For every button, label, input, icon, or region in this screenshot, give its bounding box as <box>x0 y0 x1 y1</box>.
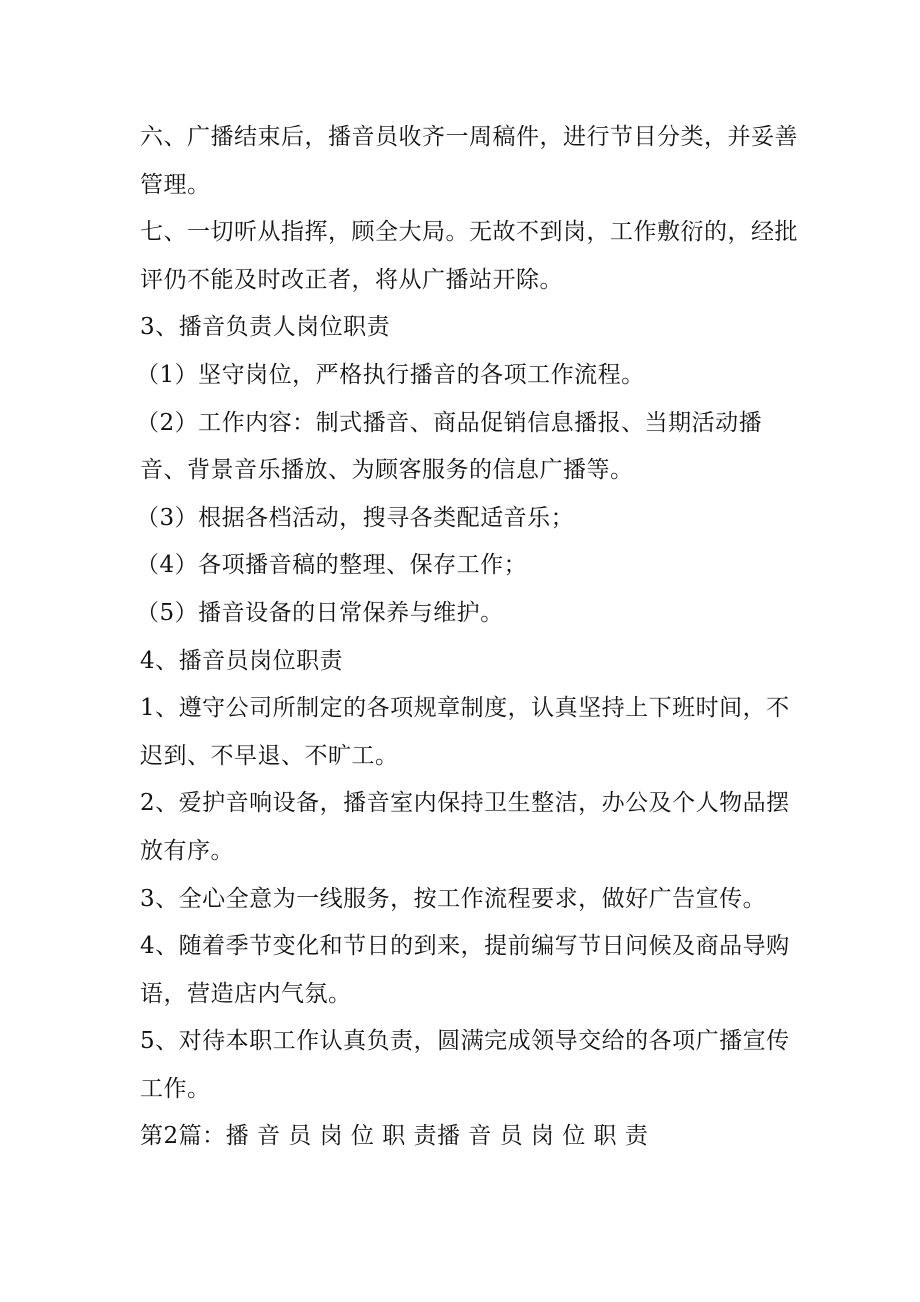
paragraph-lead-duty-5: （5）播音设备的日常保养与维护。 <box>136 599 504 626</box>
paragraph-item-7-obey-command: 七、一切听从指挥，顾全大局。无故不到岗，工作敷衍的，经批评仍不能及时改正者，将从广播站开除。 <box>140 219 798 293</box>
paragraph-item-6-broadcast-end: 六、广播结束后，播音员收齐一周稿件，进行节目分类，并妥善管理。 <box>140 124 798 198</box>
paragraph-lead-duty-2: （2）工作内容：制式播音、商品促销信息播报、当期活动播音、背景音乐播放、为顾客服务的信息广播等。 <box>136 409 763 484</box>
section-heading-announcer-duties: 4、播音员岗位职责 <box>140 647 344 674</box>
paragraph-announcer-duty-4: 4、随着季节变化和节日的到来，提前编写节日问候及商品导购语，营造店内气氛。 <box>140 933 790 1007</box>
paragraph-announcer-duty-1: 1、遵守公司所制定的各项规章制度，认真坚持上下班时间，不迟到、不早退、不旷工。 <box>140 695 790 769</box>
chapter-heading-part-2: 第2篇：播 音 员 岗 位 职 责播 音 员 岗 位 职 责 <box>140 1123 649 1150</box>
paragraph-announcer-duty-2: 2、爱护音响设备，播音室内保持卫生整洁，办公及个人物品摆放有序。 <box>140 790 790 864</box>
paragraph-lead-duty-4: （4）各项播音稿的整理、保存工作； <box>136 552 528 579</box>
paragraph-announcer-duty-3: 3、全心全意为一线服务，按工作流程要求，做好广告宣传。 <box>140 885 767 912</box>
paragraph-lead-duty-3: （3）根据各档活动，搜寻各类配适音乐； <box>136 504 575 531</box>
paragraph-lead-duty-1: （1）坚守岗位，严格执行播音的各项工作流程。 <box>136 361 645 388</box>
section-heading-announcer-lead-duties: 3、播音负责人岗位职责 <box>140 314 391 341</box>
document-body <box>136 114 800 1161</box>
paragraph-announcer-duty-5: 5、对待本职工作认真负责，圆满完成领导交给的各项广播宣传工作。 <box>140 1028 790 1102</box>
